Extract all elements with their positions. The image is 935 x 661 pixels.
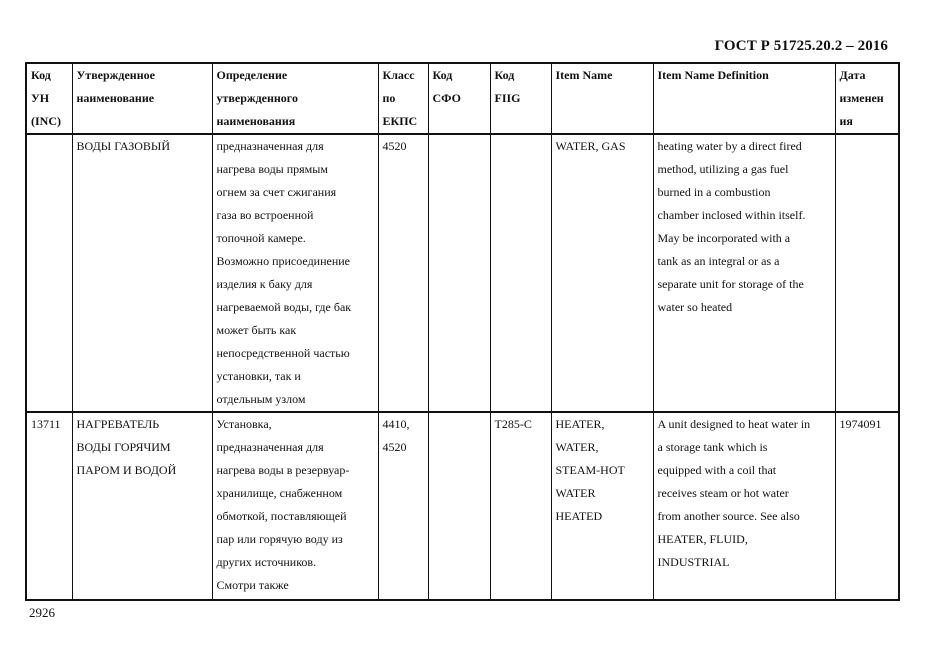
cell-text-line: heating water by a direct fired (657, 139, 802, 153)
cell-text-line: method, utilizing a gas fuel (657, 162, 789, 176)
cell-text-line: топочной камере. (216, 231, 306, 245)
cell-text-line: Item Name (555, 68, 613, 82)
cell-text-line: T285-C (494, 417, 532, 431)
cell-text-line: burned in a combustion (657, 185, 771, 199)
cell-text-line: 4520 (382, 139, 407, 153)
cell-text-line: chamber inclosed within itself. (657, 208, 806, 222)
header-approved-name (72, 63, 212, 134)
cell-text-line: ВОДЫ ГОРЯЧИМ (76, 440, 171, 454)
cell-text-line: WATER, GAS (555, 139, 626, 153)
cell-text-line: ВОДЫ ГАЗОВЫЙ (76, 139, 171, 153)
cell-inc (26, 412, 72, 600)
cell-inc (26, 134, 72, 412)
cell-text-line: 4410, (382, 417, 410, 431)
cell-text-line: FIIG (494, 91, 521, 105)
cell-text-line: Возможно присоединение (216, 254, 351, 268)
cell-text-line: 4520 (382, 440, 407, 454)
cell-text-line: установки, так и (216, 369, 301, 383)
cell-sfo (428, 412, 490, 600)
cell-text-line: INDUSTRIAL (657, 555, 730, 569)
cell-definition (212, 134, 378, 412)
cell-text-line: нагрева воды прямым (216, 162, 328, 176)
cell-text-line: утвержденного (216, 91, 298, 105)
cell-date (835, 412, 899, 600)
cell-text-line: отдельным узлом (216, 392, 306, 406)
cell-text-line: WATER (555, 486, 596, 500)
cell-item-name (551, 412, 653, 600)
cell-approved-name (72, 134, 212, 412)
cell-text-line: хранилище, снабженном (216, 486, 343, 500)
cell-text-line: (INC) (31, 114, 61, 128)
cell-text-line: Код (432, 68, 453, 82)
header-item-name (551, 63, 653, 134)
header-fiig (490, 63, 551, 134)
cell-text-line: нагреваемой воды, где бак (216, 300, 352, 314)
cell-text-line: STEAM-HOT (555, 463, 625, 477)
table-row (26, 134, 899, 412)
cell-text-line: СФО (432, 91, 461, 105)
cell-text-line: HEATER, (555, 417, 605, 431)
cell-text-line: непосредственной частью (216, 346, 350, 360)
standard-designation: ГОСТ Р 51725.20.2 – 2016 (714, 38, 888, 54)
cell-text-line: Item Name Definition (657, 68, 769, 82)
cell-text-line: Смотри также (216, 578, 289, 592)
cell-text-line: HEATED (555, 509, 603, 523)
cell-fiig (490, 134, 551, 412)
cell-text-line: нагрева воды в резервуар- (216, 463, 350, 477)
cell-item-definition (653, 134, 835, 412)
cell-text-line: газа во встроенной (216, 208, 314, 222)
cell-text-line: наименование (76, 91, 155, 105)
cell-text-line: Утвержденное (76, 68, 155, 82)
cell-text-line: обмоткой, поставляющей (216, 509, 347, 523)
cell-approved-name (72, 412, 212, 600)
header-definition (212, 63, 378, 134)
cell-text-line: изделия к баку для (216, 277, 313, 291)
cell-text-line: from another source. See also (657, 509, 800, 523)
cell-text-line: других источников. (216, 555, 317, 569)
header-item-definition (653, 63, 835, 134)
cell-text-line: tank as an integral or as a (657, 254, 780, 268)
cell-text-line: изменен (839, 91, 884, 105)
cell-text-line: Определение (216, 68, 288, 82)
cell-text-line: Класс (382, 68, 415, 82)
cell-item-name (551, 134, 653, 412)
cell-text-line: может быть как (216, 323, 297, 337)
cell-text-line: separate unit for storage of the (657, 277, 804, 291)
cell-text-line: огнем за счет сжигания (216, 185, 337, 199)
cell-text-line: 1974091 (839, 417, 882, 431)
header-sfo (428, 63, 490, 134)
cell-text-line: water so heated (657, 300, 733, 314)
cell-text-line: УН (31, 91, 50, 105)
cell-definition (212, 412, 378, 600)
cell-text-line: наименования (216, 114, 296, 128)
cell-class (378, 412, 428, 600)
cell-text-line: WATER, (555, 440, 599, 454)
cell-text-line: receives steam or hot water (657, 486, 789, 500)
cell-text-line: предназначенная для (216, 139, 324, 153)
cell-text-line: ПАРОМ И ВОДОЙ (76, 463, 177, 477)
cell-text-line: ЕКПС (382, 114, 418, 128)
cell-text-line: Дата (839, 68, 866, 82)
cell-text-line: A unit designed to heat water in (657, 417, 811, 431)
cell-text-line: a storage tank which is (657, 440, 768, 454)
catalog-table (25, 62, 900, 601)
cell-text-line: Код (31, 68, 51, 82)
cell-text-line: предназначенная для (216, 440, 324, 454)
cell-item-definition (653, 412, 835, 600)
cell-text-line: HEATER, FLUID, (657, 532, 748, 546)
header-date (835, 63, 899, 134)
header-inc (26, 63, 72, 134)
cell-date (835, 134, 899, 412)
cell-text-line: по (382, 91, 396, 105)
cell-text-line: ия (839, 114, 853, 128)
cell-sfo (428, 134, 490, 412)
cell-fiig (490, 412, 551, 600)
cell-text-line: equipped with a coil that (657, 463, 777, 477)
header-class (378, 63, 428, 134)
cell-text-line: НАГРЕВАТЕЛЬ (76, 417, 160, 431)
cell-class (378, 134, 428, 412)
cell-text-line: Установка, (216, 417, 272, 431)
cell-text-line: пар или горячую воду из (216, 532, 343, 546)
table-header-row (26, 63, 899, 134)
page-number: 2926 (29, 605, 55, 620)
cell-text-line: May be incorporated with a (657, 231, 791, 245)
table-row (26, 412, 899, 600)
cell-text-line: Код (494, 68, 515, 82)
cell-text-line: 13711 (31, 417, 61, 431)
